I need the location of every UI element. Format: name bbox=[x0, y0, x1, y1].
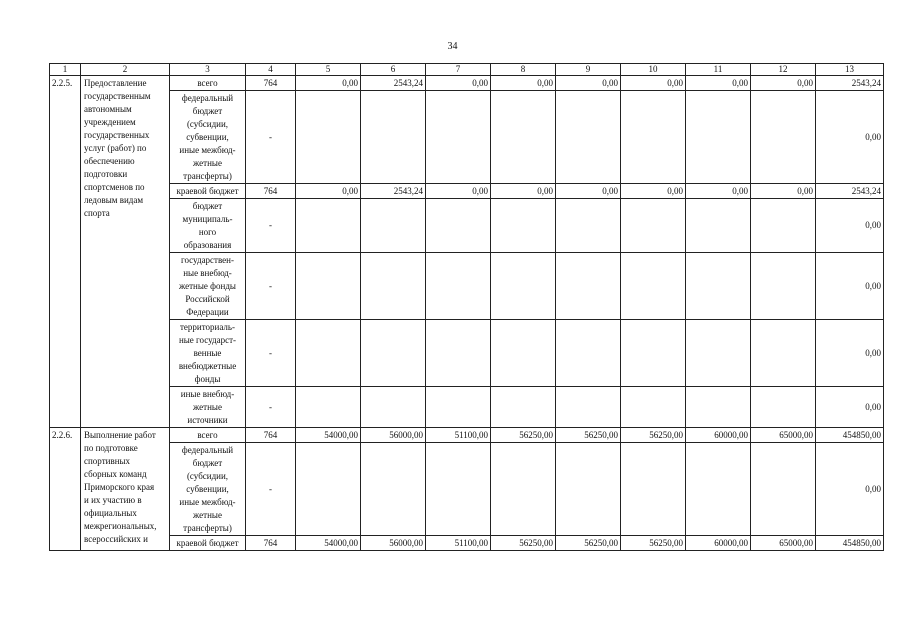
funding-source-cell bbox=[170, 387, 246, 428]
funding-source: федеральный бюджет (субсидии, субвенции, иные межбюд- жетные трансферты) bbox=[179, 92, 236, 181]
grbs-code: - bbox=[246, 443, 296, 536]
grbs-code: - bbox=[246, 91, 296, 184]
year-value bbox=[296, 387, 361, 428]
budget-table bbox=[49, 63, 884, 551]
year-value bbox=[621, 91, 686, 184]
year-value bbox=[426, 253, 491, 320]
column-header-11: 11 bbox=[686, 64, 751, 76]
table-row bbox=[50, 76, 884, 91]
year-value bbox=[491, 387, 556, 428]
year-value bbox=[556, 443, 621, 536]
year-value: 54000,00 bbox=[296, 536, 361, 551]
year-value bbox=[361, 199, 426, 253]
column-header-12: 12 bbox=[751, 64, 816, 76]
year-value bbox=[491, 199, 556, 253]
table-row bbox=[50, 91, 884, 184]
column-header-10: 10 bbox=[621, 64, 686, 76]
total-value: 0,00 bbox=[816, 199, 884, 253]
column-header-6: 6 bbox=[361, 64, 426, 76]
column-header-2: 2 bbox=[81, 64, 170, 76]
column-header-7: 7 bbox=[426, 64, 491, 76]
year-value bbox=[556, 199, 621, 253]
funding-source-cell bbox=[170, 253, 246, 320]
year-value bbox=[426, 320, 491, 387]
year-value bbox=[361, 387, 426, 428]
year-value: 51100,00 bbox=[426, 428, 491, 443]
year-value bbox=[296, 199, 361, 253]
year-value bbox=[491, 443, 556, 536]
funding-source: иные внебюд- жетные источники bbox=[180, 388, 235, 425]
table-row bbox=[50, 184, 884, 199]
funding-source: федеральный бюджет (субсидии, субвенции, иные межбюд- жетные трансферты) bbox=[179, 444, 236, 533]
year-value: 0,00 bbox=[686, 184, 751, 199]
header-row bbox=[50, 64, 884, 76]
year-value bbox=[686, 320, 751, 387]
year-value: 0,00 bbox=[296, 76, 361, 91]
year-value bbox=[751, 91, 816, 184]
year-value: 56250,00 bbox=[621, 428, 686, 443]
year-value: 0,00 bbox=[751, 184, 816, 199]
grbs-code: 764 bbox=[246, 536, 296, 551]
item-name-cell bbox=[81, 76, 170, 428]
year-value bbox=[751, 199, 816, 253]
item-name: Выполнение работ по подготовке спортивных сборных команд Приморского края и их участию в официальных межрегиональных, всероссийских и bbox=[84, 430, 157, 544]
year-value: 60000,00 bbox=[686, 536, 751, 551]
item-name: Предоставление государственным автономным учреждением государственных услуг (работ) по обеспечению подготовки спортсменов по ледовым видам спорта bbox=[84, 78, 151, 218]
year-value bbox=[556, 320, 621, 387]
year-value: 0,00 bbox=[621, 76, 686, 91]
column-header-4: 4 bbox=[246, 64, 296, 76]
total-value: 0,00 bbox=[816, 443, 884, 536]
funding-source-cell bbox=[170, 443, 246, 536]
total-value: 0,00 bbox=[816, 253, 884, 320]
grbs-code: - bbox=[246, 320, 296, 387]
year-value: 56250,00 bbox=[556, 536, 621, 551]
table-row bbox=[50, 253, 884, 320]
year-value bbox=[296, 320, 361, 387]
table-row bbox=[50, 428, 884, 443]
year-value bbox=[296, 443, 361, 536]
year-value bbox=[621, 443, 686, 536]
year-value: 0,00 bbox=[686, 76, 751, 91]
year-value bbox=[751, 387, 816, 428]
year-value: 51100,00 bbox=[426, 536, 491, 551]
year-value: 0,00 bbox=[751, 76, 816, 91]
year-value bbox=[556, 387, 621, 428]
grbs-code: - bbox=[246, 387, 296, 428]
year-value: 54000,00 bbox=[296, 428, 361, 443]
year-value: 2543,24 bbox=[361, 184, 426, 199]
year-value bbox=[621, 320, 686, 387]
year-value bbox=[426, 199, 491, 253]
year-value bbox=[621, 199, 686, 253]
year-value bbox=[621, 253, 686, 320]
year-value bbox=[426, 91, 491, 184]
year-value bbox=[491, 253, 556, 320]
year-value: 0,00 bbox=[491, 76, 556, 91]
year-value bbox=[621, 387, 686, 428]
year-value bbox=[686, 199, 751, 253]
table-row bbox=[50, 320, 884, 387]
year-value bbox=[361, 443, 426, 536]
column-header-1: 1 bbox=[50, 64, 81, 76]
year-value bbox=[751, 253, 816, 320]
year-value: 56250,00 bbox=[491, 428, 556, 443]
total-value: 454850,00 bbox=[816, 536, 884, 551]
table-row bbox=[50, 536, 884, 551]
year-value: 2543,24 bbox=[361, 76, 426, 91]
year-value bbox=[751, 320, 816, 387]
funding-source-cell bbox=[170, 184, 246, 199]
funding-source: государствен- ные внебюд- жетные фонды Российской Федерации bbox=[179, 254, 236, 317]
funding-source: всего bbox=[197, 77, 218, 88]
year-value: 0,00 bbox=[556, 76, 621, 91]
year-value bbox=[686, 253, 751, 320]
total-value: 2543,24 bbox=[816, 76, 884, 91]
year-value bbox=[686, 387, 751, 428]
funding-source: территориаль- ные государст- венные внебюджетные фонды bbox=[178, 321, 237, 384]
year-value: 0,00 bbox=[426, 76, 491, 91]
grbs-code: - bbox=[246, 199, 296, 253]
total-value: 2543,24 bbox=[816, 184, 884, 199]
year-value bbox=[361, 253, 426, 320]
grbs-code: 764 bbox=[246, 184, 296, 199]
funding-source-cell bbox=[170, 320, 246, 387]
funding-source: всего bbox=[197, 429, 218, 440]
year-value: 56250,00 bbox=[621, 536, 686, 551]
funding-source-cell bbox=[170, 91, 246, 184]
page-number: 34 bbox=[447, 41, 458, 52]
year-value: 65000,00 bbox=[751, 428, 816, 443]
grbs-code: 764 bbox=[246, 428, 296, 443]
funding-source-cell bbox=[170, 199, 246, 253]
total-value: 0,00 bbox=[816, 91, 884, 184]
total-value: 454850,00 bbox=[816, 428, 884, 443]
column-header-3: 3 bbox=[170, 64, 246, 76]
grbs-code: - bbox=[246, 253, 296, 320]
funding-source-cell bbox=[170, 536, 246, 551]
year-value bbox=[686, 91, 751, 184]
grbs-code: 764 bbox=[246, 76, 296, 91]
table-row bbox=[50, 387, 884, 428]
year-value bbox=[296, 91, 361, 184]
year-value: 56250,00 bbox=[556, 428, 621, 443]
column-header-9: 9 bbox=[556, 64, 621, 76]
year-value: 0,00 bbox=[621, 184, 686, 199]
table-row bbox=[50, 199, 884, 253]
funding-source: краевой бюджет bbox=[176, 185, 239, 196]
total-value: 0,00 bbox=[816, 387, 884, 428]
year-value bbox=[426, 387, 491, 428]
year-value: 0,00 bbox=[296, 184, 361, 199]
column-header-5: 5 bbox=[296, 64, 361, 76]
item-code: 2.2.6. bbox=[50, 428, 81, 551]
year-value: 65000,00 bbox=[751, 536, 816, 551]
funding-source: бюджет муниципаль- ного образования bbox=[182, 200, 233, 250]
item-name-cell bbox=[81, 428, 170, 551]
year-value bbox=[491, 320, 556, 387]
table-row bbox=[50, 443, 884, 536]
year-value bbox=[361, 320, 426, 387]
year-value bbox=[556, 253, 621, 320]
year-value: 60000,00 bbox=[686, 428, 751, 443]
year-value: 56250,00 bbox=[491, 536, 556, 551]
year-value bbox=[491, 91, 556, 184]
year-value bbox=[556, 91, 621, 184]
year-value: 56000,00 bbox=[361, 428, 426, 443]
year-value bbox=[296, 253, 361, 320]
year-value bbox=[751, 443, 816, 536]
year-value: 0,00 bbox=[556, 184, 621, 199]
table-body bbox=[50, 64, 884, 551]
year-value bbox=[686, 443, 751, 536]
funding-source-cell bbox=[170, 76, 246, 91]
year-value: 0,00 bbox=[491, 184, 556, 199]
funding-source-cell bbox=[170, 428, 246, 443]
year-value bbox=[426, 443, 491, 536]
item-code: 2.2.5. bbox=[50, 76, 81, 428]
year-value: 0,00 bbox=[426, 184, 491, 199]
year-value: 56000,00 bbox=[361, 536, 426, 551]
total-value: 0,00 bbox=[816, 320, 884, 387]
column-header-13: 13 bbox=[816, 64, 884, 76]
year-value bbox=[361, 91, 426, 184]
column-header-8: 8 bbox=[491, 64, 556, 76]
funding-source: краевой бюджет bbox=[176, 537, 239, 548]
